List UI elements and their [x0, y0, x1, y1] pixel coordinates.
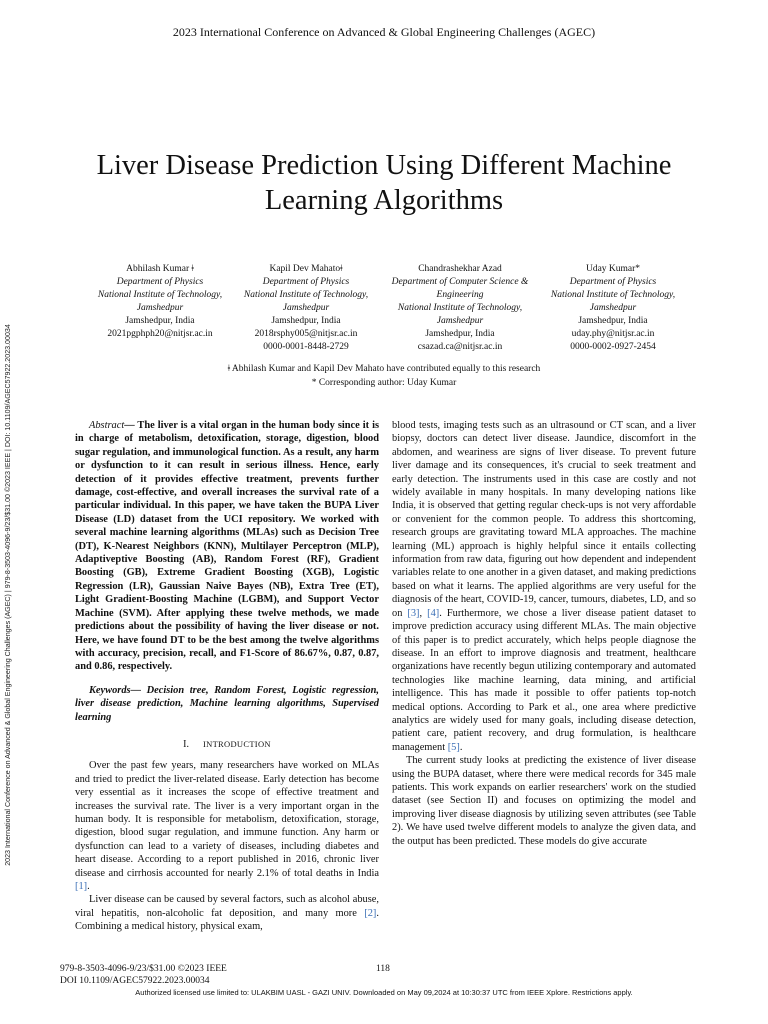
equal-contribution-note: ǂ Abhilash Kumar and Kapil Dev Mahato have contributed equally to this research — [227, 364, 541, 374]
author-orcid: 0000-0001-8448-2729 — [263, 342, 349, 352]
intro-text: . Combining a medical history, physical exam, — [75, 907, 379, 933]
author-name: Uday Kumar* — [585, 264, 641, 274]
right-column — [392, 419, 696, 848]
body-paragraph — [392, 419, 696, 754]
author-email: csazad.ca@nitjsr.ac.in — [417, 342, 503, 352]
author-name: Chandrashekhar Azad — [418, 264, 502, 274]
side-strip — [0, 0, 19, 1024]
body-paragraph: The current study looks at predicting the existence of liver disease using the BUPA dataset, where there were medical records for 345 male patients. This work expands on earlier researchers' work on the studied dataset (see Section II) and focuses on optimizing the model and improving liver disease diagnosis by utilizing seven attributes (see Table 2). We have used twelve different models to analyze the given data, and the output has been predicted. These models do give accurate — [392, 755, 696, 847]
author-institution: National Institute of Technology, Jamshedpur — [550, 290, 676, 313]
abstract-label: Abstract — [89, 420, 125, 431]
citation-link[interactable]: [2] — [364, 907, 377, 919]
body-text: blood tests, imaging tests such as an ultrasound or CT scan, and a liver biopsy, doctors can detect liver disease. Jaundice, discomfort in the abdomen, and weariness are signs of liver disease. To prevent future liver damage and its consequences, it's crucial to seek treatment and early detection. The instruments used in this case are costly and not widely available in many hospitals. In many developing nations like India, it is observed that getting regular check-ups is not very affordable or convenient for the common people. To address this shortcoming, research groups are gravitating toward MLA approaches. The machine learning (ML) approach is highly helpful since it entails collecting information from raw data, figuring out how dependent and independent variables relate to one another in a given dataset, and making predictions based on what it learns. The applied algorithms are very useful for the diagnosis of the heart, COVID-19, cancer, tumours, diabetes, LD, and so on — [392, 420, 696, 619]
section-heading — [75, 738, 379, 751]
footer-doi: DOI 10.1109/AGEC57922.2023.00034 — [60, 975, 210, 986]
license-notice: Authorized licensed use limited to: ULAKBIM UASL - GAZI UNIV. Downloaded on May 09,2024 at 10:30:37 UTC from IEEE Xplore. Restrictions apply. — [135, 988, 633, 997]
intro-paragraph — [75, 759, 379, 893]
citation-link[interactable]: [5] — [447, 741, 460, 753]
citation-link[interactable]: [3] — [407, 607, 420, 619]
author-location: Jamshedpur, India — [578, 316, 648, 326]
author-department: Department of Physics — [116, 277, 204, 287]
author-name: Abhilash Kumar ǂ — [126, 264, 194, 274]
conference-header: 2023 International Conference on Advanced & Global Engineering Challenges (AGEC) — [172, 25, 596, 39]
intro-text: Liver disease can be caused by several factors, such as alcohol abuse, viral hepatitis, non-alcoholic fat deposition, and many more — [75, 894, 379, 919]
author-department: Department of Physics — [262, 277, 350, 287]
author-block — [80, 263, 240, 341]
author-block — [226, 263, 386, 354]
author-notes — [0, 362, 768, 390]
intro-paragraph — [75, 893, 379, 933]
author-institution: National Institute of Technology, Jamshedpur — [397, 303, 523, 326]
author-institution: National Institute of Technology, Jamshedpur — [97, 290, 223, 313]
author-block — [380, 263, 540, 354]
author-name: Kapil Dev Mahatoǂ — [269, 264, 343, 274]
citation-link[interactable]: [1] — [75, 881, 88, 892]
author-email: 2021pgphph20@nitjsr.ac.in — [107, 329, 213, 339]
paper-title: Liver Disease Prediction Using Different Machine Learning Algorithms — [96, 150, 672, 216]
author-email: 2018rsphy005@nitjsr.ac.in — [254, 329, 358, 339]
intro-text: . — [87, 881, 90, 892]
keywords: Keywords— Decision tree, Random Forest, Logistic regression, liver disease prediction, Machine learning algorithms, Supervised learning — [75, 684, 379, 723]
author-institution: National Institute of Technology, Jamshedpur — [243, 290, 369, 313]
left-column — [75, 419, 379, 934]
body-text: . — [459, 741, 463, 753]
section-title: INTRODUCTION — [203, 738, 271, 749]
section-number: I. — [183, 738, 189, 750]
author-orcid: 0000-0002-0927-2454 — [570, 342, 656, 352]
author-department: Department of Physics — [569, 277, 657, 287]
side-strip-text: 2023 International Conference on Advanced & Global Engineering Challenges (AGEC) | 979-8-3503-4096-9/23/$31.00 ©2023 IEEE | DOI: 10.1109/AGEC57922.2023.00034 — [4, 324, 12, 866]
author-block — [533, 263, 693, 354]
page-number: 118 — [376, 964, 390, 974]
author-department: Department of Computer Science & Engineering — [391, 277, 529, 300]
footer-publication-info — [60, 964, 227, 987]
author-location: Jamshedpur, India — [125, 316, 195, 326]
footer-isbn: 979-8-3503-4096-9/23/$31.00 ©2023 IEEE — [60, 964, 227, 974]
author-location: Jamshedpur, India — [271, 316, 341, 326]
intro-text: Over the past few years, many researchers have worked on MLAs and tried to predict the liver-related disease. Early detection has become very essential as it increases the scope of effective treatment and increases the survival rate. The liver is a very important organ in the human body. It is responsible for metabolism, detoxification, storage, digestion, blood sugar regulation, and immune function. Any harm or dysfunction can lead to a variety of diseases, including diabetes and heart disease. According to a report published in 2016, chronic liver disease and cirrhosis accounted for nearly 2.1% of total deaths in India — [75, 760, 379, 879]
citation-link[interactable]: [4] — [427, 607, 440, 619]
abstract-dash: — — [124, 420, 135, 431]
author-location: Jamshedpur, India — [425, 329, 495, 339]
body-text: , — [419, 607, 428, 619]
corresponding-author-note: * Corresponding author: Uday Kumar — [311, 378, 457, 388]
abstract — [75, 419, 379, 674]
body-text: . Furthermore, we chose a liver disease patient dataset to improve prediction accuracy using different MLAs. The main objective of this paper is to predict accurately, which helps people diagnose the disease. In an effort to improve diagnosis and treatment, healthcare organizations have recently begun utilizing contemporary and automated technologies like machine learning, data mining, and artificial intelligence. This has made it possible to offer patients top-notch medical options. According to Park et al., one area where predictive analytics are widely used for many goals, including disease detection, patient care, patient recovery, and drug formulation, is healthcare management — [392, 607, 696, 753]
author-email: uday.phy@nitjsr.ac.in — [571, 329, 655, 339]
abstract-body: The liver is a vital organ in the human body since it is in charge of metabolism, detoxification, storage, digestion, blood sugar regulation, and immunological function. As a result, any harm or dysfunction to it can result in serious illness. Hence, early detection of it provides effective treatment, prevents further damage, cost-effective, and overall increases the survival rate of a particular individual. In this paper, we have taken the BUPA Liver Disease (LD) dataset from the UCI repository. We worked with several machine learning algorithms (MLAs) such as Decision Tree (DT), K-Nearest Neighbors (KNN), Multilayer Perceptron (MLP), Adaptiveptive Boosting (AB), Random Forest (RF), Gradient Boosting (GB), Extreme Gradient Boosting (XGB), Logistic Regression (LR), Gaussian Naive Bayes (NB), Extra Tree (ET), Light Gradient-Boosting Machine (LGBM), and Support Vector Machine (SVM). After applying these twelve methods, we made predictions about the possibility of having the liver disease or not. Here, we have found DT to be the best among the twelve algorithms with accuracy, precision, recall, and F1-Score of 86.67%, 0.87, 0.87, and 0.86, respectively. — [75, 420, 379, 673]
